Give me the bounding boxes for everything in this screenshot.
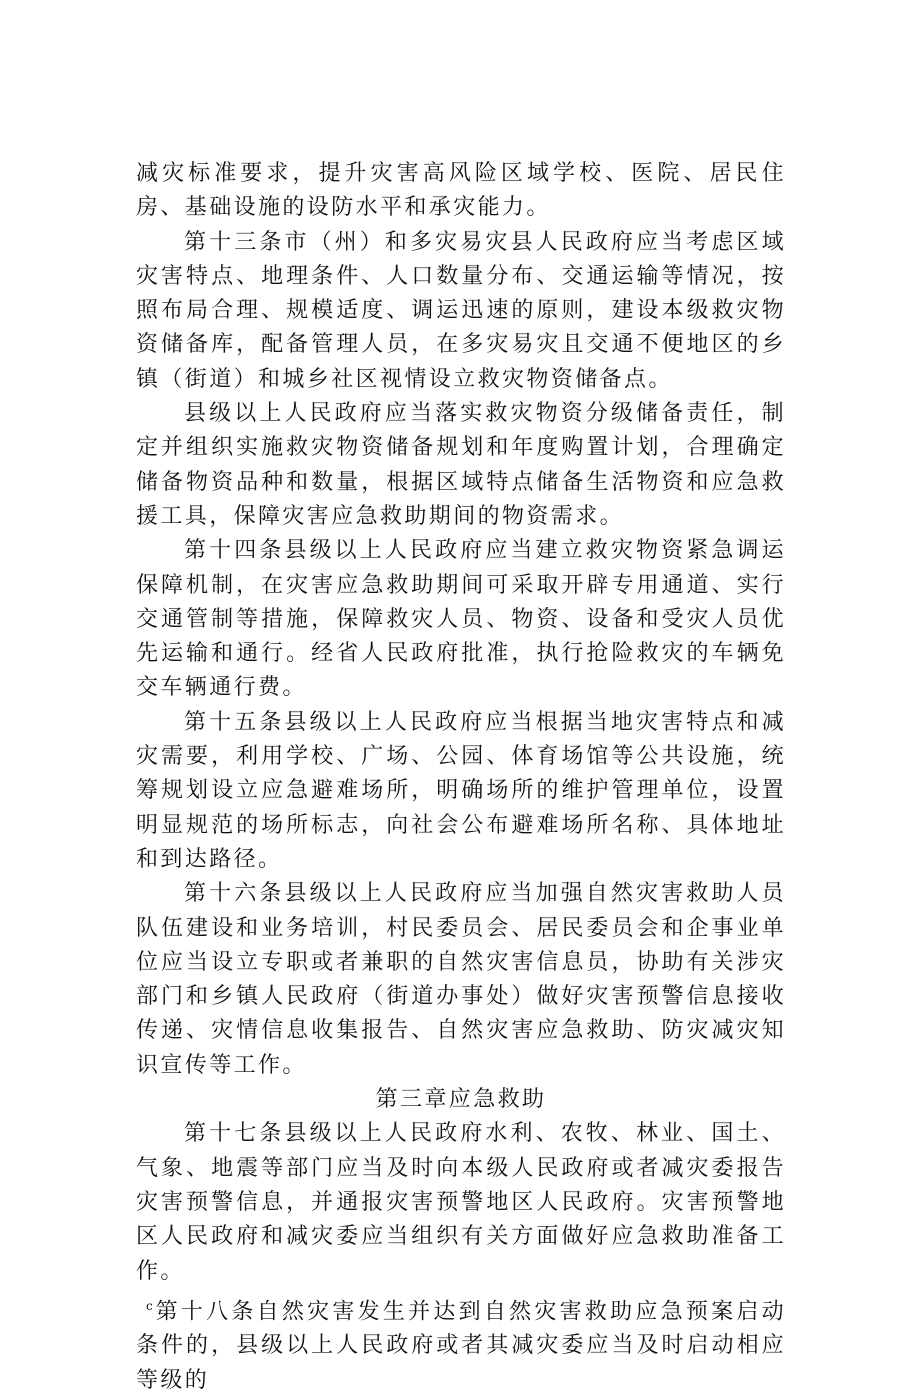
article-14: 第十四条县级以上人民政府应当建立救灾物资紧急调运保障机制，在灾害应急救助期间可采取开辟专用通道、实行交通管制等措施，保障救灾人员、物资、设备和受灾人员优先运输和通行。经省人民政府批准，执行抢险救灾的车辆免交车辆通行费。 [136,538,786,701]
chapter-heading: 第三章应急救助 [375,1087,547,1113]
article-13: 第十三条市（州）和多灾易灾县人民政府应当考虑区域灾害特点、地理条件、人口数量分布、交通运输等情况，按照布局合理、规模适度、调运迅速的原则，建设本级救灾物资储备库，配备管理人员，在多灾易灾且交通不便地区的乡镇（街道）和城乡社区视情设立救灾物资储备点。 [136,229,786,392]
paragraph-continuation: 减灾标准要求，提升灾害高风险区域学校、医院、居民住房、基础设施的设防水平和承灾能力。 [136,161,786,221]
article-13-paragraph-2: 县级以上人民政府应当落实救灾物资分级储备责任，制定并组织实施救灾物资储备规划和年度购置计划，合理确定储备物资品种和数量，根据区域特点储备生活物资和应急救援工具，保障灾害应急救助期间的物资需求。 [136,401,786,529]
article-18-text: 第十八条自然灾害发生并达到自然灾害救助应急预案启动条件的，县级以上人民政府或者其减灾委应当及时启动相应等级的 [136,1299,786,1393]
article-15: 第十五条县级以上人民政府应当根据当地灾害特点和减灾需要，利用学校、广场、公园、体育场馆等公共设施，统筹规划设立应急避难场所，明确场所的维护管理单位，设置明显规范的场所标志，向社会公布避难场所名称、具体地址和到达路径。 [136,709,786,872]
document-page [136,157,786,1398]
article-17: 第十七条县级以上人民政府水利、农牧、林业、国土、气象、地震等部门应当及时向本级人民政府或者减灾委报告灾害预警信息，并通报灾害预警地区人民政府。灾害预警地区人民政府和减灾委应当组织有关方面做好应急救助准备工作。 [136,1121,786,1284]
footnote-mark: c [146,1298,153,1313]
article-18 [136,1289,786,1398]
article-16: 第十六条县级以上人民政府应当加强自然灾害救助人员队伍建设和业务培训，村民委员会、居民委员会和企事业单位应当设立专职或者兼职的自然灾害信息员，协助有关涉灾部门和乡镇人民政府（街道办事处）做好灾害预警信息接收传递、灾情信息收集报告、自然灾害应急救助、防灾减灾知识宣传等工作。 [136,881,786,1078]
